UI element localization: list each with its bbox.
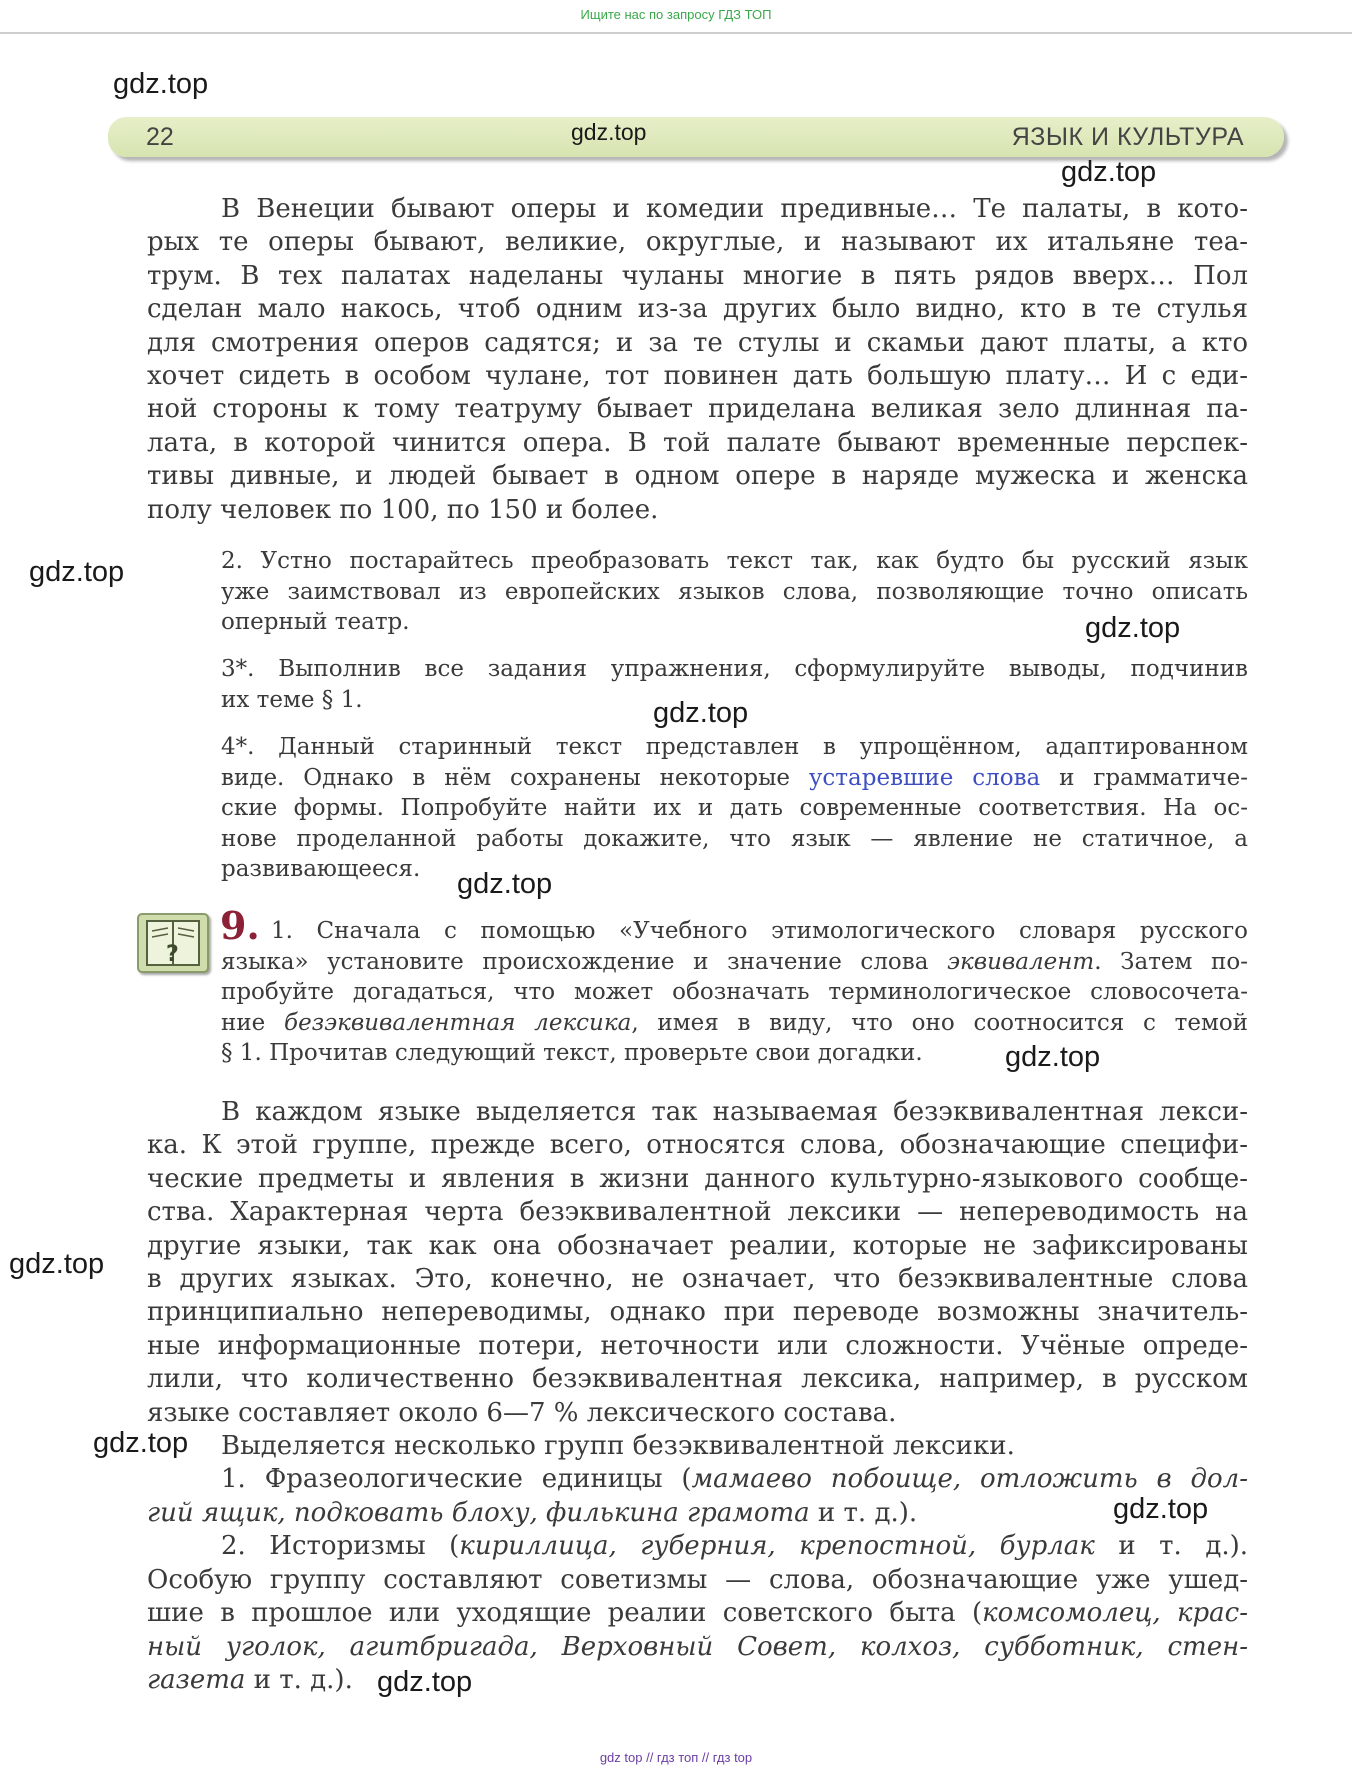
text-line: для смотрения оперов садятся; и за те стулы и скамьи дают платы, а кто — [147, 327, 1248, 358]
watermark: gdz.top — [457, 868, 553, 900]
task-4 — [221, 732, 1248, 885]
task-line: пробуйте догадаться, что может обозначать терминологическое словосочета- — [221, 979, 1248, 1005]
watermark: gdz.top — [1061, 156, 1157, 188]
task-line: оперный театр. — [221, 609, 410, 635]
text-line: в других языках. Это, конечно, не означает, что безэквивалентные слова — [147, 1264, 1248, 1295]
watermark: gdz.top — [571, 119, 647, 145]
task-line: 1. Сначала с помощью «Учебного этимологического словаря русского — [271, 918, 1248, 944]
task-line: развивающееся. — [221, 856, 421, 882]
task-line: виде. Однако в нём сохранены некоторые устаревшие слова и грамматиче- — [221, 764, 1249, 791]
text-line: полу человек по 100, по 150 и более. — [147, 494, 659, 525]
text-line: другие языки, так как она обозначает реалии, которые не зафиксированы — [147, 1230, 1248, 1261]
task-line: их теме § 1. — [221, 686, 363, 713]
watermark: gdz.top — [113, 68, 209, 100]
text-line: ства. Характерная черта безэквивалентной лексики — непереводимость на — [147, 1197, 1248, 1228]
text-line: 1. Фразеологические единицы (мамаево побоище, отложить в дол- — [221, 1464, 1249, 1495]
watermark: gdz.top — [9, 1248, 105, 1280]
text-line: В каждом языке выделяется так называемая безэквивалентная лекси- — [221, 1097, 1248, 1127]
text-line: В Венеции бывают оперы и комедии предивные… Те палаты, в кото- — [221, 194, 1248, 224]
svg-text:?: ? — [166, 942, 179, 967]
chapter-title: ЯЗЫК И КУЛЬТУРА — [1011, 123, 1244, 151]
text-line: принципиально непереводимы, однако при переводе возможны значитель- — [147, 1297, 1248, 1328]
footer-links: gdz top // гдз топ // гдз top — [599, 1750, 753, 1765]
text-line: ные информационные потери, неточности или сложности. Учёные опреде- — [147, 1330, 1248, 1361]
watermark: gdz.top — [29, 556, 125, 588]
exercise-number: 9. — [220, 903, 260, 948]
highlighted-term: устаревшие слова — [808, 764, 1041, 791]
text-line: ный уголок, агитбригада, Верховный Совет, колхоз, субботник, стен- — [147, 1631, 1248, 1662]
task-line: уже заимствовал из европейских языков слова, позволяющие точно описать — [221, 578, 1248, 605]
text-line: 2. Историзмы (кириллица, губерния, крепостной, бурлак и т. д.). — [221, 1531, 1249, 1562]
task-line: 3*. Выполнив все задания упражнения, сформулируйте выводы, подчинив — [221, 656, 1248, 682]
text-line: языке составляет около 6—7 % лексического состава. — [147, 1397, 897, 1428]
text-line: ной стороны к тому театруму бывает приделана великая зело длинная па- — [147, 394, 1248, 425]
historical-text — [147, 193, 1248, 527]
text-line: Выделяется несколько групп безэквивалентной лексики. — [221, 1431, 1015, 1462]
text-line: лили, что количественно безэквивалентная лексика, например, в русском — [147, 1364, 1248, 1395]
text-line: газета и т. д.). — [147, 1664, 353, 1695]
text-line: лата, в которой чинится опера. В той палате бывают временные перспек- — [147, 427, 1248, 458]
watermark: gdz.top — [93, 1427, 189, 1459]
search-banner: Ищите нас по запросу ГДЗ ТОП — [0, 0, 1352, 34]
task-line: языка» установите происхождение и значение слова эквивалент. Затем по- — [221, 948, 1249, 975]
watermark: gdz.top — [653, 697, 749, 729]
page-header-bar — [108, 117, 1284, 157]
text-line: хочет сидеть в особом чулане, тот повинен дать большую плату… И с еди- — [147, 361, 1248, 392]
task-line: § 1. Прочитав следующий текст, проверьте свои догадки. — [221, 1040, 923, 1066]
task-line: ские формы. Попробуйте найти их и дать современные соответствия. На ос- — [221, 795, 1248, 821]
text-line: рых те оперы бывают, великие, округлые, и называют их итальяне теа- — [147, 227, 1248, 258]
watermark: gdz.top — [1113, 1493, 1209, 1525]
watermark: gdz.top — [377, 1666, 473, 1698]
text-line: ческие предметы и явления в жизни данного культурно-языкового сообще- — [147, 1163, 1248, 1194]
page-number: 22 — [146, 123, 174, 151]
text-line: Особую группу составляют советизмы — слова, обозначающие уже ушед- — [147, 1564, 1248, 1595]
text-line: ка. К этой группе, прежде всего, относятся слова, обозначающие специфи- — [147, 1130, 1248, 1161]
text-line: сделан мало накось, чтоб одним из-за других было видно, кто в те стулья — [147, 294, 1248, 325]
task-line: нове проделанной работы докажите, что язык — явление не статичное, а — [221, 825, 1248, 852]
watermark: gdz.top — [1005, 1041, 1101, 1073]
text-line: шие в прошлое или уходящие реалии советского быта (комсомолец, крас- — [147, 1598, 1249, 1629]
text-line: тивы дивные, и людей бывает в одном опере в наряде мужеска и женска — [147, 461, 1248, 492]
dictionary-question-icon — [137, 913, 209, 973]
text-line: трум. В тех палатах наделаны чуланы многие в пять рядов вверх… Пол — [147, 260, 1248, 291]
task-line: 4*. Данный старинный текст представлен в упрощённом, адаптированном — [221, 734, 1248, 760]
task-line: 2. Устно постарайтесь преобразовать текст так, как будто бы русский язык — [221, 548, 1248, 574]
main-text — [147, 1096, 1248, 1697]
watermark: gdz.top — [1085, 612, 1181, 644]
task-line: ние безэквивалентная лексика, имея в виду, что оно соотносится с темой — [221, 1009, 1249, 1036]
text-line: гий ящик, подковать блоху, филькина грамота и т. д.). — [147, 1497, 918, 1528]
